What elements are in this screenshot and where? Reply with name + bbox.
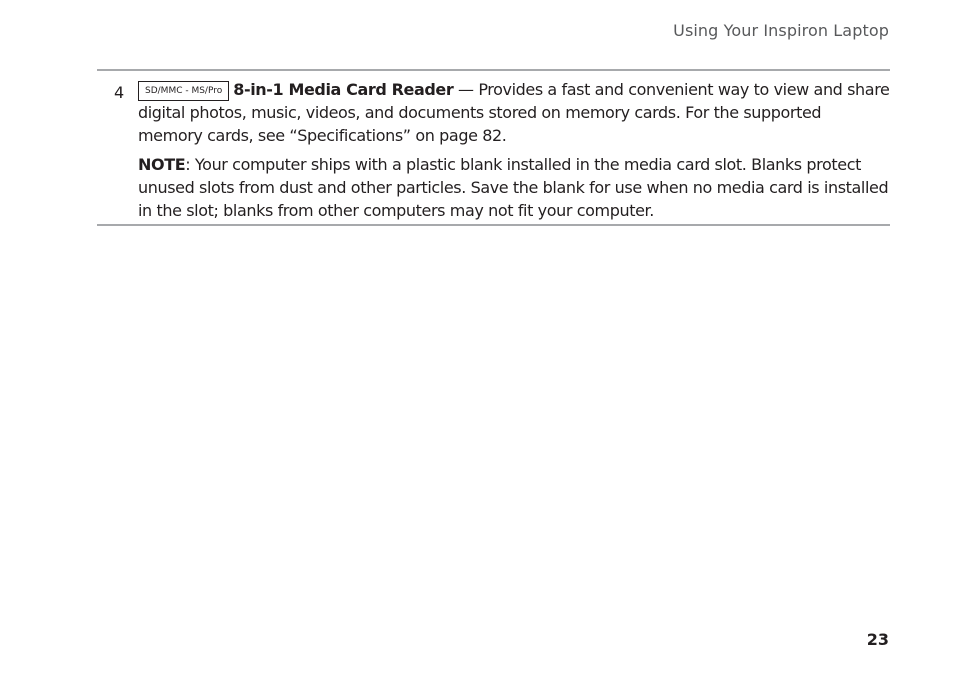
running-header: Using Your Inspiron Laptop [673, 21, 889, 40]
feature-title: 8-in-1 Media Card Reader [233, 80, 454, 99]
feature-paragraph [138, 78, 890, 147]
item-body [138, 78, 890, 222]
port-label-box: SD/MMC - MS/Pro [138, 81, 229, 101]
page-number: 23 [866, 630, 889, 649]
feature-description: — Provides a fast and convenient way to view and share digital photos, music, videos, and documents stored on memory cards. For the supported memory cards, see “Specifications” on page 82. [138, 80, 890, 145]
note-text: : Your computer ships with a plastic blank installed in the media card slot. Blanks protect unused slots from dust and other particles. Save the blank for use when no media card is installed in the slot; blanks from other computers may not fit your computer. [138, 155, 889, 220]
note-label: NOTE [138, 155, 186, 174]
item-number: 4 [114, 83, 125, 102]
bottom-divider [97, 224, 890, 226]
top-divider [97, 69, 890, 71]
note-paragraph [138, 153, 890, 222]
